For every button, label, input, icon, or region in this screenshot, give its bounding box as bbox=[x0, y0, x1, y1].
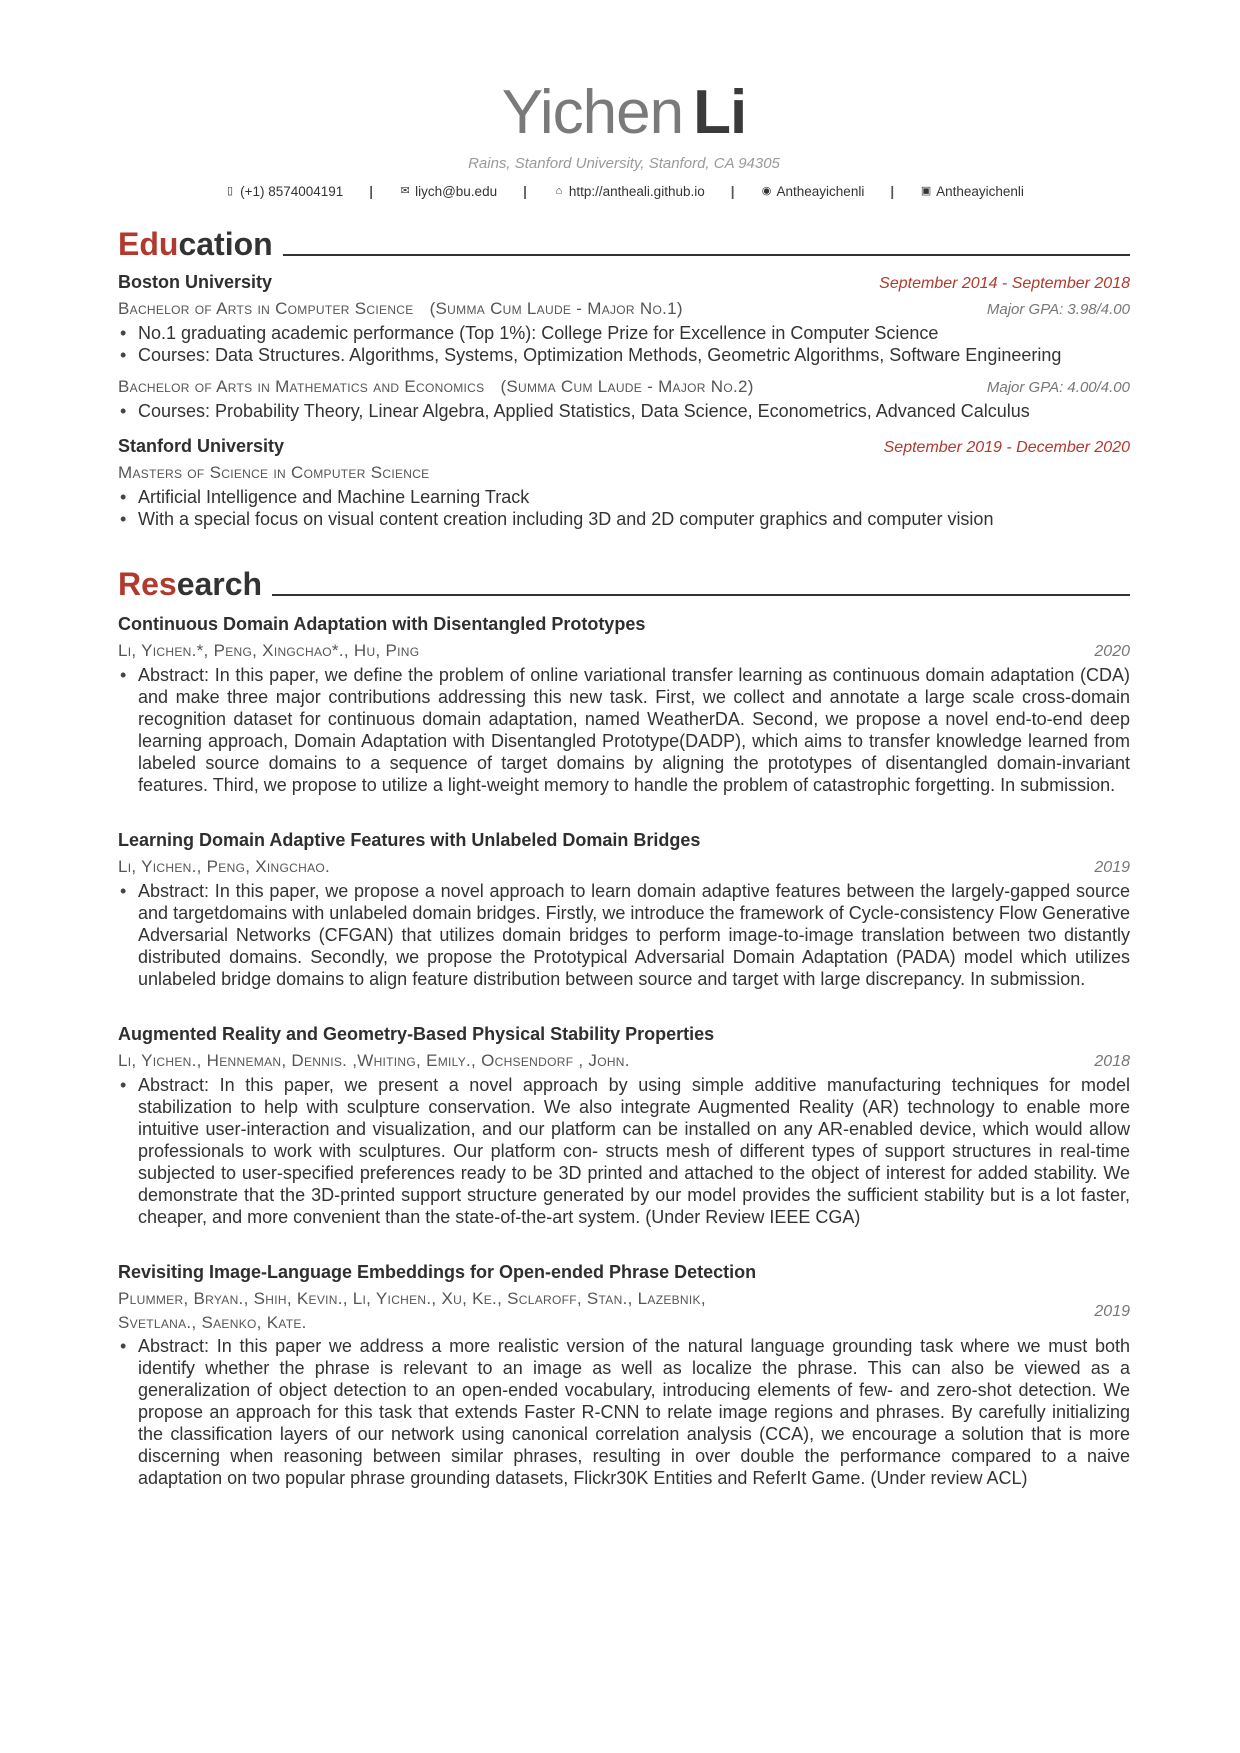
paper-year: 2019 bbox=[1094, 859, 1130, 876]
section-title-rest: cation bbox=[178, 226, 273, 262]
contact-text: (+1) 8574004191 bbox=[240, 183, 344, 199]
paper-year: 2019 bbox=[1094, 1303, 1130, 1320]
gpa: Major GPA: 4.00/4.00 bbox=[986, 379, 1130, 396]
school-entry bbox=[118, 436, 1130, 530]
paper-title: Revisiting Image-Language Embeddings for Open-ended Phrase Detection bbox=[118, 1262, 757, 1282]
paper-authors-cont: Svetlana., Saenko, Kate. bbox=[118, 1313, 307, 1332]
paper-authors: Li, Yichen., Henneman, Dennis. ,Whiting, Emily., Ochsendorf , John. bbox=[118, 1051, 630, 1070]
school-dates: September 2019 - December 2020 bbox=[883, 439, 1130, 456]
paper-entry bbox=[118, 830, 1130, 990]
separator: | bbox=[730, 183, 735, 199]
contact-text: liych@bu.edu bbox=[415, 183, 498, 199]
home-icon: ⌂ bbox=[555, 185, 563, 197]
paper-authors: Plummer, Bryan., Shih, Kevin., Li, Yichen., Xu, Ke., Sclaroff, Stan., Lazebnik, bbox=[118, 1289, 706, 1308]
paper-authors: Li, Yichen., Peng, Xingchao. bbox=[118, 857, 331, 876]
paper-title: Continuous Domain Adaptation with Disentangled Prototypes bbox=[118, 614, 646, 634]
name-heading bbox=[118, 78, 1130, 148]
list-item: • Courses: Data Structures. Algorithms, Systems, Optimization Methods, Geometric Algorithms, Software Engineering bbox=[118, 344, 1130, 366]
education-section-heading bbox=[118, 222, 1130, 262]
list-item: • With a special focus on visual content creation including 3D and 2D computer graphics and computer vision bbox=[118, 508, 1130, 530]
list-item: • Artificial Intelligence and Machine Learning Track bbox=[118, 486, 1130, 508]
paper-entry bbox=[118, 614, 1130, 796]
contact-email[interactable] bbox=[399, 184, 497, 199]
section-title-rest: earch bbox=[176, 566, 263, 602]
contact-linkedin[interactable] bbox=[920, 184, 1024, 199]
research-section-heading bbox=[118, 562, 1130, 602]
degree-honor: (Summa Cum Laude - Major No.1) bbox=[429, 299, 683, 318]
resume-page bbox=[118, 0, 1130, 1489]
github-icon: ◉ bbox=[761, 185, 772, 197]
list-item: • Courses: Probability Theory, Linear Algebra, Applied Statistics, Data Science, Econometrics, Advanced Calculus bbox=[118, 400, 1130, 422]
first-name: Yichen bbox=[501, 78, 684, 147]
section-rule bbox=[272, 594, 1130, 596]
contact-phone[interactable] bbox=[224, 184, 343, 199]
degree-name: Masters of Science in Computer Science bbox=[118, 463, 430, 482]
degree-name: Bachelor of Arts in Computer Science bbox=[118, 299, 414, 318]
paper-year: 2018 bbox=[1094, 1053, 1130, 1070]
list-item: • No.1 graduating academic performance (Top 1%): College Prize for Excellence in Computer Science bbox=[118, 322, 1130, 344]
school-dates: September 2014 - September 2018 bbox=[879, 275, 1130, 292]
section-rule bbox=[283, 254, 1130, 256]
paper-entry bbox=[118, 1024, 1130, 1228]
gpa: Major GPA: 3.98/4.00 bbox=[986, 301, 1130, 318]
contact-text: Antheayichenli bbox=[936, 183, 1024, 199]
school-name: Boston University bbox=[118, 272, 273, 292]
email-icon: ✉ bbox=[400, 185, 410, 197]
contact-text: Antheayichenli bbox=[776, 183, 865, 199]
contact-homepage[interactable] bbox=[553, 184, 705, 199]
school-entry bbox=[118, 272, 1130, 422]
separator: | bbox=[890, 183, 895, 199]
paper-title: Augmented Reality and Geometry-Based Physical Stability Properties bbox=[118, 1024, 715, 1044]
section-title bbox=[118, 226, 273, 262]
separator: | bbox=[369, 183, 374, 199]
paper-abstract: • Abstract: In this paper, we define the problem of online variational transfer learning as continuous domain adaptation (CDA) and make three major contributions addressing this new task. First, we collect and annotate a large scale cross-domain recognition dataset for continuous domain adaptation, named WeatherDA. Second, we propose a novel end-to-end deep learning approach, Domain Adaptation with Disentangled Prototype(DADP), which aims to transfer knowledge learned from labeled source domains to a sequence of target domains by aligning the prototypes of disentangled domain-invariant features. Third, we propose to utilize a light-weight memory to handle the problem of catastrophic forgetting. In submission. bbox=[118, 664, 1130, 796]
contact-row bbox=[118, 182, 1130, 200]
mobile-icon: ▯ bbox=[227, 185, 234, 197]
separator: | bbox=[523, 183, 527, 199]
paper-year: 2020 bbox=[1094, 643, 1130, 660]
paper-abstract: • Abstract: In this paper, we present a novel approach by using simple additive manufacturing techniques for model stabilization to help with sculpture conservation. We also integrate Augmented Reality (AR) technology to enable more intuitive user-interaction and visualization, and our platform can be installed on any AR-enabled device, which would allow professionals to work with sculptures. Our platform con- structs mesh of different types of support structures in real-time subjected to user-specified preferences ready to be 3D printed and attached to the object of interest for added stability. We demonstrate that the 3D-printed support structure generated by our model provides the sufficient stability but is a lot faster, cheaper, and more convenient than the state-of-the-art system. (Under Review IEEE CGA) bbox=[118, 1074, 1130, 1228]
contact-text: http://antheali.github.io bbox=[568, 183, 705, 199]
section-title bbox=[118, 566, 262, 602]
last-name: Li bbox=[693, 78, 747, 147]
school-name: Stanford University bbox=[118, 436, 285, 456]
degree-honor: (Summa Cum Laude - Major No.2) bbox=[500, 377, 754, 396]
degree-name: Bachelor of Arts in Mathematics and Economics bbox=[118, 377, 485, 396]
contact-github[interactable] bbox=[761, 184, 865, 199]
address: Rains, Stanford University, Stanford, CA 94305 bbox=[468, 155, 780, 172]
section-title-accent: Edu bbox=[118, 226, 179, 262]
paper-title: Learning Domain Adaptive Features with Unlabeled Domain Bridges bbox=[118, 830, 701, 850]
paper-entry bbox=[118, 1262, 1130, 1489]
paper-authors: Li, Yichen.*, Peng, Xingchao*., Hu, Ping bbox=[118, 641, 420, 660]
section-title-accent: Res bbox=[118, 566, 177, 602]
paper-abstract: • Abstract: In this paper we address a more realistic version of the natural language grounding task where we must both identify whether the phrase is relevant to an image as well as localize the phrase. This can also be viewed as a generalization of object detection to an open-ended vocabulary, introducing elements of few- and zero-shot detection. We propose an approach for this task that extends Faster R-CNN to relate image regions and phrases. By carefully initializing the classification layers of our network using canonical correlation analysis (CCA), we encourage a solution that is more discerning when reasoning between similar phrases, resulting in over double the performance compared to a naive adaptation on two popular phrase grounding datasets, Flickr30K Entities and ReferIt Game. (Under review ACL) bbox=[118, 1335, 1130, 1489]
paper-abstract: • Abstract: In this paper, we propose a novel approach to learn domain adaptive features between the largely-gapped source and targetdomains with unlabeled domain bridges. Firstly, we introduce the framework of Cycle-consistency Flow Generative Adversarial Networks (CFGAN) that utilizes domain bridges to perform image-to-image translation between two distantly distributed domains. Secondly, we propose the Prototypical Adversarial Domain Adaptation (PADA) model which utilizes unlabeled bridge domains to align feature distribution between source and target with large discrepancy. In submission. bbox=[118, 880, 1130, 990]
linkedin-icon: ▣ bbox=[920, 185, 932, 197]
